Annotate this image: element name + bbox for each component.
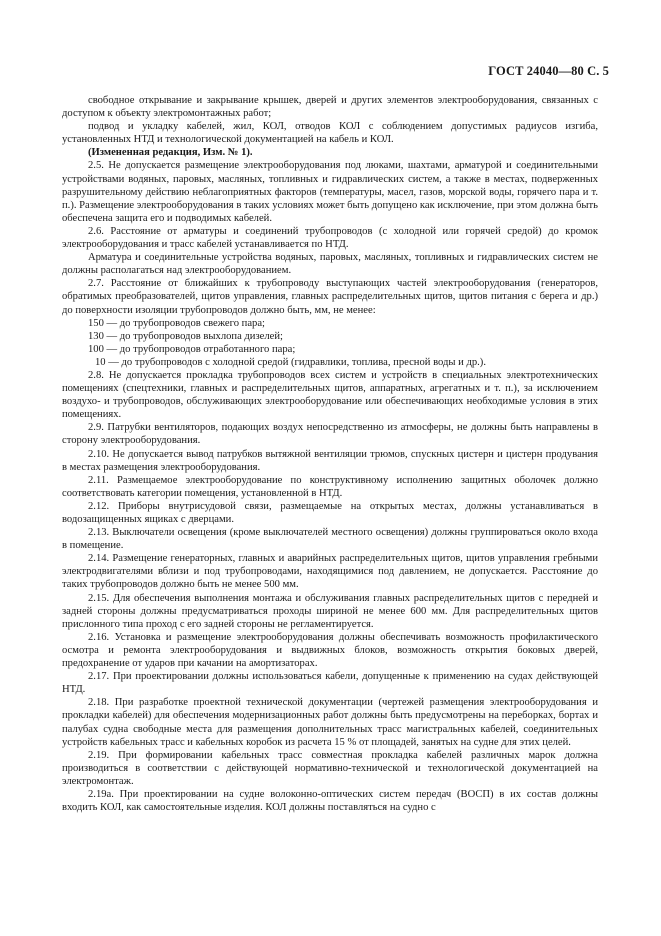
- paragraph: 2.9. Патрубки вентиляторов, подающих воздух непосредственно из атмосферы, не должны быть направлены в сторону электрооборудования.: [62, 422, 598, 447]
- paragraph: 2.19. При формировании кабельных трасс совместная прокладка кабелей различных марок должна производиться в соответствии с действующей нормативно-технической и технологической документацией на электромонтаж.: [62, 749, 598, 787]
- amendment-note: (Измененная редакция, Изм. № 1).: [88, 147, 253, 159]
- paragraph: 2.5. Не допускается размещение электрооборудования под люками, шахтами, арматурой и соединительными устройствами водяных, паровых, масляных, топливных и гидравлических систем, а также в местах, подверженных разрушительному действию неблагоприятных факторов (температуры, масел, газов, морской воды, горячего пара и т. п.). Размещение электрооборудования в таких условиях может быть допущено как исключение, при этом должна быть обеспечена защита его и подводимых кабелей.: [62, 160, 598, 224]
- paragraph: подвод и укладку кабелей, жил, КОЛ, отводов КОЛ с соблюдением допустимых радиусов изгиба, установленных НТД и технологической документацией на кабель и КОЛ.: [62, 121, 598, 146]
- paragraph: Арматура и соединительные устройства водяных, паровых, масляных, топливных и гидравлических систем не должны располагаться над электрооборудованием.: [62, 252, 598, 277]
- paragraph: 2.7. Расстояние от ближайших к трубопроводу выступающих частей электрооборудования (генераторов, обратимых преобразователей, щитов управления, главных распределительных щитов, щитов питания с берега и др.) до поверхности изоляции трубопроводов должно быть, мм, не менее:: [62, 278, 598, 316]
- paragraph: 2.10. Не допускается вывод патрубков вытяжной вентиляции трюмов, спускных цистерн и цистерн продувания в местах размещения электрооборудования.: [62, 448, 598, 473]
- paragraph: 2.11. Размещаемое электрооборудование по конструктивному исполнению защитных оболочек должно соответствовать категории помещения, установленной в НТД.: [62, 474, 598, 499]
- page-header: ГОСТ 24040—80 С. 5: [488, 64, 609, 78]
- paragraph: 2.6. Расстояние от арматуры и соединений трубопроводов (с холодной или горячей средой) до кромок электрооборудования и трасс кабелей устанавливается по НТД.: [62, 225, 598, 251]
- list-item: 150 — до трубопроводов свежего пара;: [88, 317, 265, 329]
- document-body: [62, 94, 598, 814]
- list-item: 100 — до трубопроводов отработанного пара;: [88, 343, 296, 355]
- paragraph: 2.16. Установка и размещение электрооборудования должны обеспечивать возможность профилактического осмотра и ремонта электрооборудования и выдвижных блоков, возможность открытия боковых дверей, предохранение от ударов при качании на амортизаторах.: [62, 631, 598, 670]
- paragraph: 2.18. При разработке проектной технической документации (чертежей размещения электрооборудования и прокладки кабелей) для обеспечения модернизационных работ должны быть предусмотрены на переборках, бортах и палубах судна свободные места для размещения дополнительных трасс магистральных кабелей, соединительных устройств кабельных трасс и кабельных коробок из расчета 15 % от площадей, занятых на судне для этих целей.: [62, 697, 598, 748]
- paragraph: 2.19а. При проектировании на судне волоконно-оптических систем передач (ВОСП) в их состав должны входить КОЛ, как самостоятельные изделия. КОЛ должны поставляться на судно с: [62, 788, 598, 814]
- paragraph: 2.12. Приборы внутрисудовой связи, размещаемые на открытых местах, должны устанавливаться в водозащищенных ящиках с дверцами.: [62, 500, 598, 525]
- paragraph: свободное открывание и закрывание крышек, дверей и других элементов электрооборудования, связанных с доступом к объекту электромонтажных работ;: [62, 95, 598, 120]
- list-item: 10 — до трубопроводов с холодной средой (гидравлики, топлива, пресной воды и др.).: [95, 356, 486, 368]
- paragraph: 2.8. Не допускается прокладка трубопроводов всех систем и устройств в специальных электротехнических помещениях (спецтехники, главных и распределительных щитов, аппаратных, агрегатных и т. п.), за исключением воздухо- и трубопроводов, обслуживающих электрооборудование или обеспечивающих необходимые условия в этих помещениях.: [62, 369, 598, 421]
- paragraph: 2.13. Выключатели освещения (кроме выключателей местного освещения) должны группироваться около входа в помещение.: [62, 527, 598, 552]
- paragraph: 2.17. При проектировании должны использоваться кабели, допущенные к применению на судах действующей НТД.: [62, 671, 598, 696]
- paragraph: 2.14. Размещение генераторных, главных и аварийных распределительных щитов, щитов управления гребными электродвигателями вблизи и под трубопроводами, находящимися под давлением, не допускается. Расстояние до таких трубопроводов должно быть не менее 500 мм.: [62, 553, 598, 591]
- list-item: 130 — до трубопроводов выхлопа дизелей;: [88, 330, 283, 342]
- paragraph: 2.15. Для обеспечения выполнения монтажа и обслуживания главных распределительных щитов с передней и задней стороны должны предусматриваться проходы шириной не менее 600 мм. Для распределительных щитов прислонного типа проход с его задней стороны не регламентируется.: [62, 592, 598, 630]
